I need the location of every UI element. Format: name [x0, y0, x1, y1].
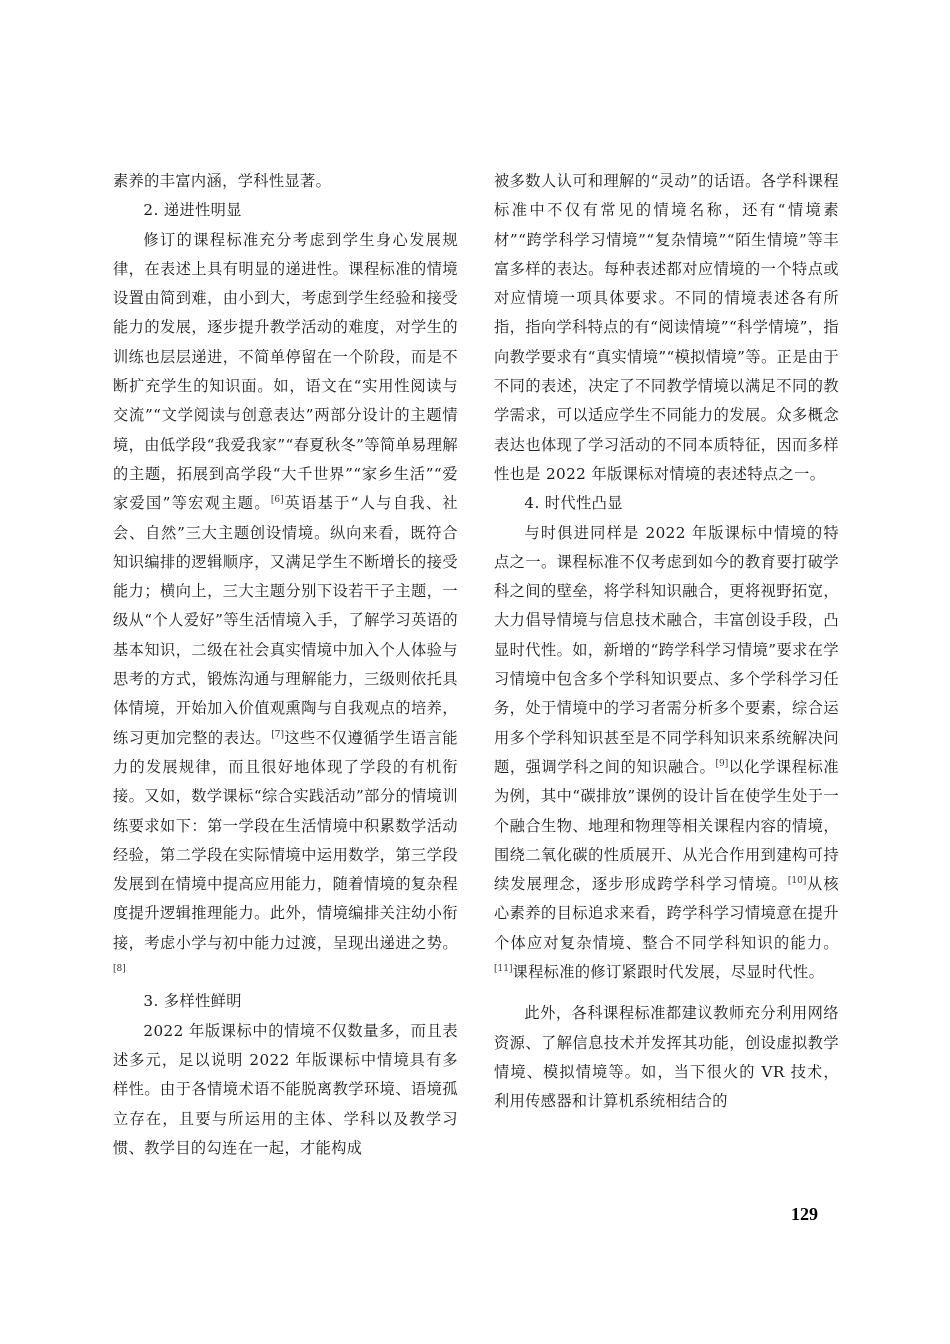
paragraph-diversity — [113, 1017, 458, 1163]
section-heading-timeliness — [494, 489, 839, 518]
citation-ref-10: [10] — [787, 876, 807, 887]
heading-text: 2. 递进性明显 — [143, 201, 242, 220]
paragraph-text: 被多数人认可和理解的“灵动”的话语。各学科课程标准中不仅有常见的情境名称，还有“情境素材”“跨学科学习情境”“复杂情境”“陌生情境”等丰富多样的表达。每种表述都对应情境的一个特点或对应情境一项具体要求。不同的情境表述各有所指，指向学科特点的有“阅读情境”“科学情境”，指向教学要求有“真实情境”“模拟情境”等。正是由于不同的表述，决定了不同教学情境以满足不同的教学需求，可以适应学生不同能力的发展。众多概念表达也体现了学习活动的不同本质特征，因而多样性也是 2022 年版课标对情境的表述特点之一。 — [494, 172, 839, 483]
citation-ref-6: [6] — [270, 495, 284, 506]
section-heading-progressive — [113, 196, 458, 225]
paragraph-text: 英语基于“人与自我、社会、自然”三大主题创设情境。纵向来看，既符合知识编排的逻辑顺序，又满足学生不断增长的接受能力；横向上，三大主题分别下设若干子主题，一级从“个人爱好”等生活情境入手，了解学习英语的基本知识，二级在社会真实情境中加入个人体验与思考的方式，锻炼沟通与理解能力，三级则依托具体情境，开始加入价值观熏陶与自我观点的培养，练习更加完整的表达。 — [113, 494, 458, 747]
paragraph-text: 以化学课程标准为例，其中“碳排放”课例的设计旨在使学生处于一个融合生物、地理和物理等相关课程内容的情境，围绕二氧化碳的性质展开、从光合作用到建构可持续发展理念，逐步形成跨学科学习情境。 — [494, 757, 839, 894]
paragraph-timeliness — [494, 519, 839, 988]
section-heading-diversity — [113, 987, 458, 1016]
paragraph-text: 素养的丰富内涵，学科性显著。 — [113, 172, 332, 190]
paragraph-technology — [494, 999, 839, 1116]
citation-ref-11: [11] — [494, 964, 513, 975]
paragraph-continued — [113, 167, 458, 196]
heading-text: 4. 时代性凸显 — [524, 494, 623, 513]
paragraph-text: 与时俱进同样是 2022 年版课标中情境的特点之一。课程标准不仅考虑到如今的教育要打破学科之间的壁垒，将学科知识融合，更将视野拓宽，大力倡导情境与信息技术融合，丰富创设手段，凸显时代性。如，新增的“跨学科学习情境”要求在学习情境中包含多个学科知识要点、多个学科学习任务，处于情境中的学习者需分析多个要素，综合运用多个学科知识甚至是不同学科知识来系统解决问题，强调学科之间的知识融合。 — [494, 523, 839, 776]
paragraph-text: 从核心素养的目标追求来看，跨学科学习情境意在提升个体应对复杂情境、整合不同学科知识的能力。 — [494, 875, 839, 952]
paragraph-text: 此外，各科课程标准都建议教师充分利用网络资源、了解信息技术并发挥其功能，创设虚拟教学情境、模拟情境等。如，当下很火的 VR 技术，利用传感器和计算机系统相结合的 — [494, 1004, 839, 1111]
heading-text: 3. 多样性鲜明 — [143, 992, 242, 1011]
left-column — [113, 167, 458, 1163]
paragraph-text: 课程标准的修订紧跟时代发展，尽显时代性。 — [512, 963, 825, 982]
paragraph-progressive — [113, 226, 458, 988]
paragraph-text: 2022 年版课标中的情境不仅数量多，而且表述多元，足以说明 2022 年版课标中情境具有多样性。由于各情境术语不能脱离教学环境、语境孤立存在，且要与所运用的主体、学科以及教学习惯、教学目的勾连在一起，才能构成 — [113, 1021, 458, 1157]
paragraph-text: 修订的课程标准充分考虑到学生身心发展规律，在表述上具有明显的递进性。课程标准的情境设置由简到难，由小到大，考虑到学生经验和接受能力的发展，逐步提升教学活动的难度，对学生的训练也层层递进，不简单停留在一个阶段，而是不断扩充学生的知识面。如，语文在“实用性阅读与交流”“文学阅读与创意表达”两部分设计的主题情境，由低学段“我爱我家”“春夏秋冬”等简单易理解的主题，拓展到高学段“大千世界”“家乡生活”“爱家爱国”等宏观主题。 — [113, 230, 458, 513]
citation-ref-8: [8] — [113, 964, 126, 975]
paragraph-text: 这些不仅遵循学生语言能力的发展规律，而且很好地体现了学段的有机衔接。又如，数学课标“综合实践活动”部分的情境训练要求如下：第一学段在生活情境中积累数学活动经验，第二学段在实际情境中运用数学，第三学段发展到在情境中提高应用能力，随着情境的复杂程度提升逻辑推理能力。此外，情境编排关注幼小衔接，考虑小学与初中能力过渡，呈现出递进之势。 — [113, 728, 459, 952]
page-number: 129 — [791, 1204, 818, 1224]
citation-ref-9: [9] — [715, 758, 729, 769]
paragraph-continued — [494, 167, 839, 489]
right-column — [494, 167, 839, 1117]
citation-ref-7: [7] — [271, 729, 284, 740]
